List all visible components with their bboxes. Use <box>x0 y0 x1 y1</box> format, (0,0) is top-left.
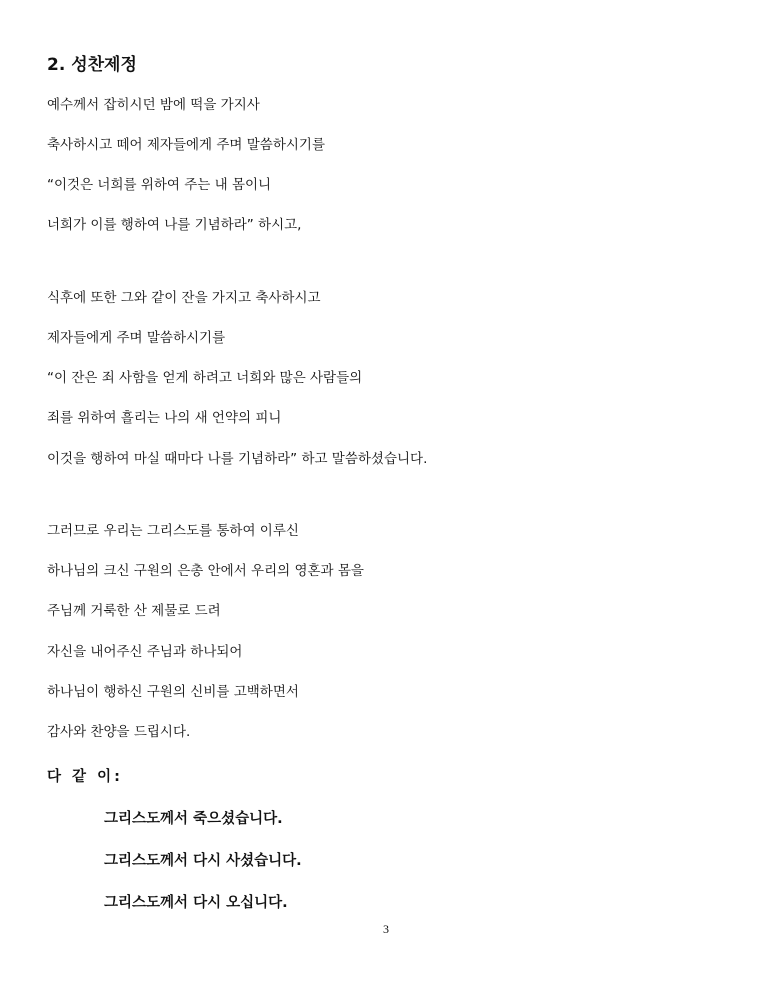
liturgy-line: 예수께서 잡히시던 밤에 떡을 가지사 <box>47 97 260 113</box>
liturgy-line: 축사하시고 떼어 제자들에게 주며 말씀하시기를 <box>47 137 325 153</box>
liturgy-line: 감사와 찬양을 드립시다. <box>47 724 191 740</box>
liturgy-line: “이 잔은 죄 사함을 얻게 하려고 너희와 많은 사람들의 <box>47 370 363 386</box>
liturgy-line: 그러므로 우리는 그리스도를 통하여 이루신 <box>47 523 299 539</box>
liturgy-line: 하나님이 행하신 구원의 신비를 고백하면서 <box>47 684 299 700</box>
liturgy-line: 자신을 내어주신 주님과 하나되어 <box>47 644 243 660</box>
liturgy-line: “이것은 너희를 위하여 주는 내 몸이니 <box>47 177 272 193</box>
response-line: 그리스도께서 다시 오십니다. <box>104 895 288 911</box>
page-number: 3 <box>383 922 389 936</box>
liturgy-line: 식후에 또한 그와 같이 잔을 가지고 축사하시고 <box>47 290 321 306</box>
section-title: 2. 성찬제정 <box>47 55 137 75</box>
liturgy-line: 제자들에게 주며 말씀하시기를 <box>47 330 226 346</box>
response-line: 그리스도께서 다시 사셨습니다. <box>104 853 302 869</box>
liturgy-line: 너희가 이를 행하여 나를 기념하라” 하시고, <box>47 217 302 233</box>
liturgy-line: 죄를 위하여 흘리는 나의 새 언약의 피니 <box>47 410 282 426</box>
response-line: 그리스도께서 죽으셨습니다. <box>104 811 283 827</box>
liturgy-line: 이것을 행하여 마실 때마다 나를 기념하라” 하고 말씀하셨습니다. <box>47 451 428 467</box>
liturgy-line: 주님께 거룩한 산 제물로 드려 <box>47 603 221 619</box>
liturgy-line: 하나님의 크신 구원의 은총 안에서 우리의 영혼과 몸을 <box>47 563 364 579</box>
together-label: 다 같 이: <box>47 769 123 785</box>
